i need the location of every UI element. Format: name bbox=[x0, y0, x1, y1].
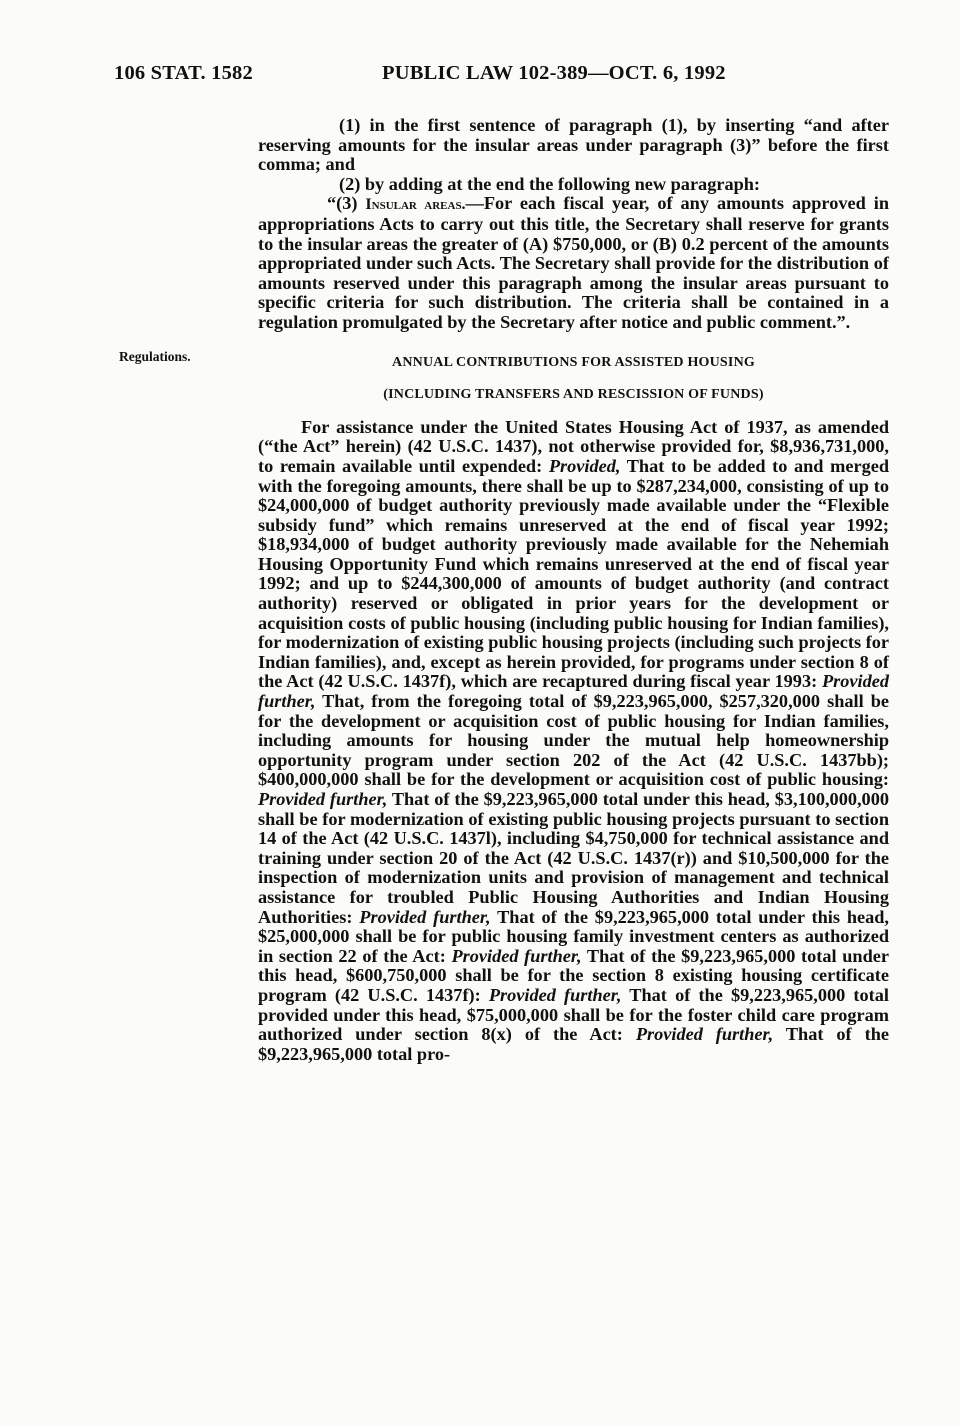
page-header bbox=[114, 62, 884, 90]
amendment-item-3 bbox=[258, 194, 889, 332]
item-3-text: —For each fiscal year, of any amounts approved in appropriations Acts to carry out this title, the Secretary shall reserve for grants to the insular areas the greater of (A) $750,000, or (B) 0.2 percent of the amounts appropriated under such Acts. The Secretary shall provide for the distribution of amounts reserved under this paragraph among the insular areas pursuant to specific criteria for such distribution. The criteria shall be contained in a regulation promulgated by the Secretary after notice and public comment.”. bbox=[258, 193, 889, 332]
text-segment: That, from the foregoing total of $9,223,965,000, $257,320,000 shall be for the development or acquisition cost of public housing for Indian families, including amounts for housing under the mutual help homeownership opportunity program under section 202 of the Act (42 U.S.C. 1437bb); $400,000,000 shall be for the development or acquisition cost of public housing: bbox=[258, 691, 889, 790]
proviso-label: Provided further, bbox=[635, 1024, 774, 1045]
section-paragraph bbox=[258, 418, 889, 1065]
proviso-label: Provided further, bbox=[258, 671, 889, 712]
amendment-item-2: (2) by adding at the end the following new paragraph: bbox=[339, 173, 761, 194]
public-law-title: PUBLIC LAW 102-389—OCT. 6, 1992 bbox=[382, 62, 726, 84]
text-segment: For assistance under the United States Housing Act of 1937, as amended (“the Act” herein) (42 U.S.C. 1437), not otherwise provided for, $8,936,731,000, to remain available until expended: bbox=[258, 416, 889, 476]
section-subheading: (INCLUDING TRANSFERS AND RESCISSION OF FUNDS) bbox=[383, 387, 764, 403]
text-segment: That to be added to and merged with the foregoing amounts, there shall be up to $287,234,000, consisting of up to $24,000,000 of budget authority previously made available under the “Flexible subsidy fund” which remains unreserved at the end of fiscal year 1992; $18,934,000 of budget authority previously made available for the Nehemiah Housing Opportunity Fund which remains unreserved at the end of fiscal year 1992; and up to $244,300,000 of amounts of budget authority (and contract authority) reserved or obligated in prior years for the development or acquisition costs of public housing (including public housing for Indian families), for modernization of existing public housing projects (including such projects for Indian families), and, except as herein provided, for programs under section 8 of the Act (42 U.S.C. 1437f), which are recaptured during fiscal year 1993: bbox=[258, 455, 889, 692]
amendment-item-1: (1) in the first sentence of paragraph (1), by inserting “and after reserving amounts for the insular areas under paragraph (3)” before the first comma; and bbox=[258, 115, 889, 175]
document-body bbox=[258, 116, 889, 1064]
text-segment: That of the $9,223,965,000 total under this head, $600,750,000 shall be for the section 8 existing housing certificate program (42 U.S.C. 1437f): bbox=[258, 945, 889, 1005]
text-segment: That of the $9,223,965,000 total pro- bbox=[258, 1024, 889, 1064]
text-segment: That of the $9,223,965,000 total under this head, $25,000,000 shall be for public housing family investment centers as authorized in section 22 of the Act: bbox=[258, 906, 889, 966]
statute-page-number: 106 STAT. 1582 bbox=[114, 62, 253, 84]
insular-areas-caption: Insular areas. bbox=[365, 196, 466, 214]
text-segment: That of the $9,223,965,000 total provided under this head, $75,000,000 shall be for the foster child care program authorized under section 8(x) of the Act: bbox=[258, 984, 889, 1045]
margin-note-regulations: Regulations. bbox=[119, 349, 191, 364]
item-3-lead: “(3) bbox=[327, 193, 366, 214]
proviso-label: Provided, bbox=[548, 455, 621, 476]
text-segment: That of the $9,223,965,000 total under this head, $3,100,000,000 shall be for modernization of existing public housing projects pursuant to section 14 of the Act (42 U.S.C. 1437l), including $4,750,000 for technical assistance and training under section 20 of the Act (42 U.S.C. 1437(r)) and $10,500,000 for the inspection of modernization units and provision of management and technical assistance for troubled Public Housing Authorities and Indian Housing Authorities: bbox=[258, 789, 889, 927]
proviso-label: Provided further, bbox=[451, 945, 582, 966]
proviso-label: Provided further, bbox=[258, 789, 388, 809]
proviso-label: Provided further, bbox=[359, 906, 491, 927]
proviso-label: Provided further, bbox=[488, 984, 622, 1005]
section-heading: ANNUAL CONTRIBUTIONS FOR ASSISTED HOUSING bbox=[392, 354, 755, 370]
